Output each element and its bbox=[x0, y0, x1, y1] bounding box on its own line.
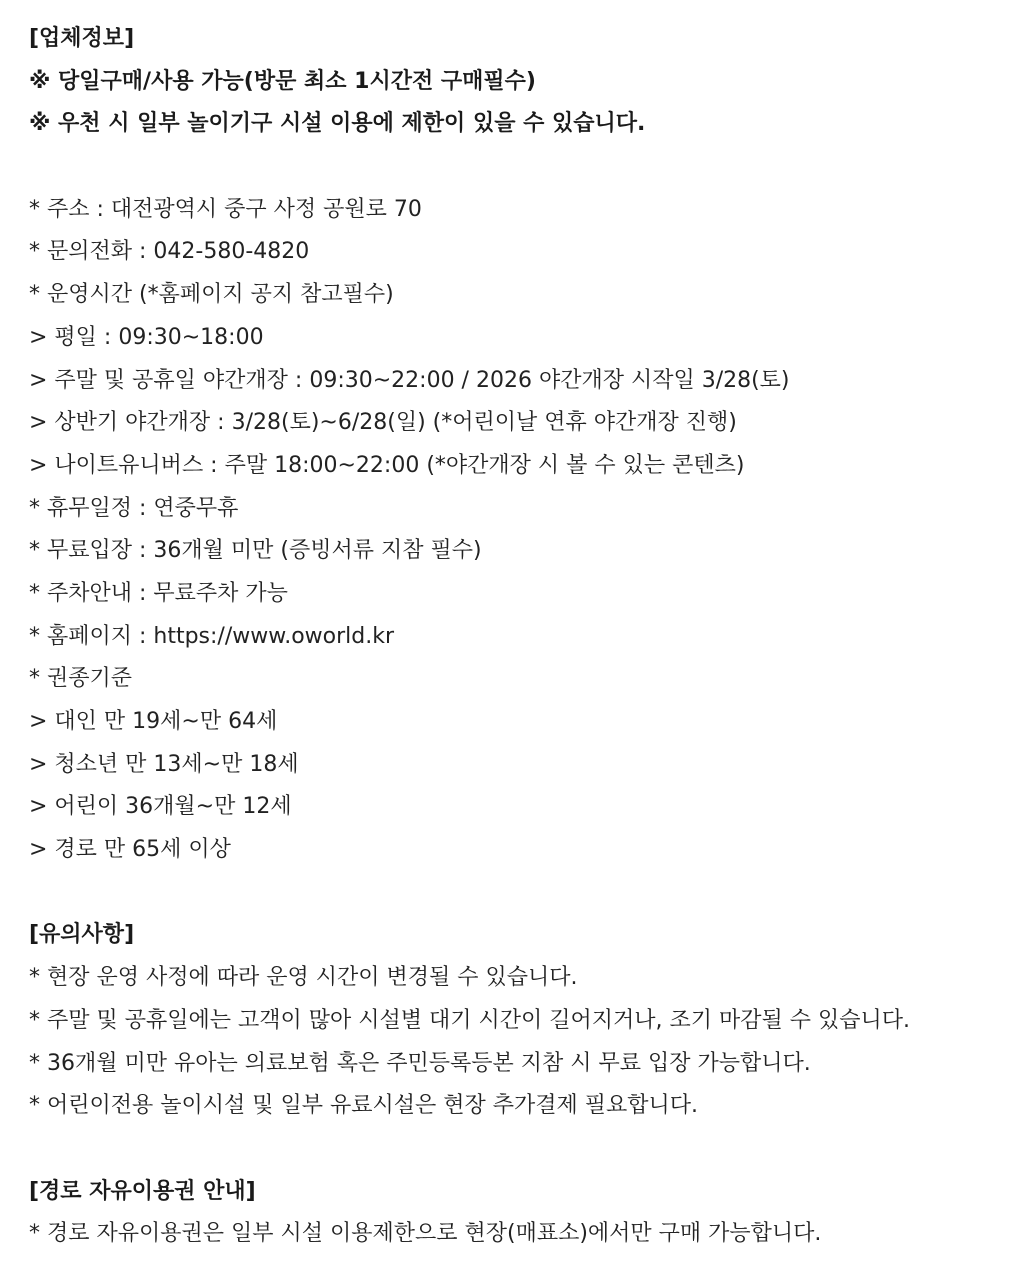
senior-pass-heading: [경로 자유이용권 안내] bbox=[29, 1178, 256, 1204]
detail-night-universe: > 나이트유니버스 : 주말 18:00~22:00 (*야간개장 시 볼 수 있는 콘텐츠) bbox=[29, 452, 745, 478]
detail-free-entry: * 무료입장 : 36개월 미만 (증빙서류 지참 필수) bbox=[29, 538, 482, 564]
ticket-type-senior: > 경로 만 65세 이상 bbox=[29, 837, 231, 863]
spacer bbox=[29, 146, 1033, 189]
detail-homepage: * 홈페이지 : https://www.oworld.kr bbox=[29, 623, 395, 649]
ticket-type-child: > 어린이 36개월~만 12세 bbox=[29, 794, 292, 820]
caution-item: * 어린이전용 놀이시설 및 일부 유료시설은 현장 추가결제 필요합니다. bbox=[29, 1093, 698, 1119]
cautions-section bbox=[29, 914, 1033, 1127]
company-info-section bbox=[29, 18, 1033, 872]
ticket-type-adult: > 대인 만 19세~만 64세 bbox=[29, 709, 278, 734]
ticket-type-youth: > 청소년 만 13세~만 18세 bbox=[29, 751, 299, 777]
spacer bbox=[29, 1128, 1033, 1171]
detail-closed-days: * 휴무일정 : 연중무휴 bbox=[29, 495, 239, 521]
notice-same-day-purchase: ※ 당일구매/사용 가능(방문 최소 1시간전 구매필수) bbox=[29, 68, 536, 94]
detail-hours-first-half: > 상반기 야간개장 : 3/28(토)~6/28(일) (*어린이날 연휴 야간개장 진행) bbox=[29, 410, 737, 436]
detail-phone: * 문의전화 : 042-580-4820 bbox=[29, 239, 310, 265]
caution-item: * 36개월 미만 유아는 의료보험 혹은 주민등록등본 지참 시 무료 입장 가능합니다. bbox=[29, 1050, 811, 1076]
spacer bbox=[29, 872, 1033, 915]
detail-hours-weekday: > 평일 : 09:30~18:00 bbox=[29, 324, 264, 350]
senior-pass-section bbox=[29, 1171, 1033, 1256]
senior-pass-item: * 경로 자유이용권은 일부 시설 이용제한으로 현장(매표소)에서만 구매 가능합니다. bbox=[29, 1221, 822, 1247]
detail-parking: * 주차안내 : 무료주차 가능 bbox=[29, 580, 288, 606]
caution-item: * 현장 운영 사정에 따라 운영 시간이 변경될 수 있습니다. bbox=[29, 965, 578, 991]
detail-hours: * 운영시간 (*홈페이지 공지 참고필수) bbox=[29, 282, 394, 308]
detail-ticket-types: * 권종기준 bbox=[29, 666, 133, 692]
caution-item: * 주말 및 공휴일에는 고객이 많아 시설별 대기 시간이 길어지거나, 조기 마감될 수 있습니다. bbox=[29, 1007, 910, 1033]
notice-rain-restriction: ※ 우천 시 일부 놀이기구 시설 이용에 제한이 있을 수 있습니다. bbox=[29, 111, 646, 137]
cautions-heading: [유의사항] bbox=[29, 922, 135, 948]
company-info-heading: [업체정보] bbox=[29, 26, 135, 51]
detail-address: * 주소 : 대전광역시 중구 사정 공원로 70 bbox=[29, 196, 422, 222]
detail-hours-weekend: > 주말 및 공휴일 야간개장 : 09:30~22:00 / 2026 야간개장 시작일 3/28(토) bbox=[29, 367, 790, 393]
